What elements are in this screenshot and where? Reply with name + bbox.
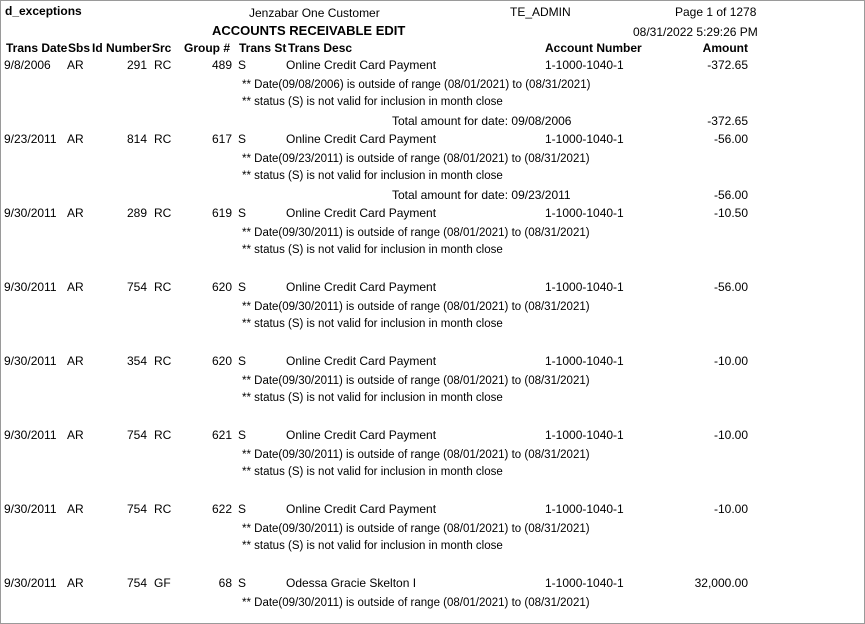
col-trans-desc: Trans Desc — [288, 41, 353, 55]
group-number: 489 — [211, 58, 232, 72]
src-code: RC — [154, 354, 172, 368]
exception-message: ** Date(09/30/2011) is outside of range (08/01/2021) to (08/31/2021) — [242, 449, 590, 461]
trans-status: S — [238, 132, 247, 146]
trans-date: 9/30/2011 — [4, 280, 57, 294]
exception-message: ** status (S) is not valid for inclusion in month close — [242, 466, 503, 478]
col-trans-st: Trans St — [239, 41, 287, 55]
trans-status: S — [238, 354, 247, 368]
date-total-amount: -372.65 — [707, 114, 748, 128]
account-number: 1-1000-1040-1 — [545, 280, 624, 294]
trans-status: S — [238, 502, 247, 516]
sbs-code: AR — [67, 502, 84, 516]
id-number: 754 — [126, 280, 147, 294]
col-src: Src — [152, 41, 172, 55]
exception-message: ** Date(09/30/2011) is outside of range (08/01/2021) to (08/31/2021) — [242, 375, 590, 387]
group-number: 68 — [218, 576, 232, 590]
trans-status: S — [238, 428, 247, 442]
group-number: 620 — [211, 280, 232, 294]
group-number: 621 — [211, 428, 232, 442]
group-number: 617 — [211, 132, 232, 146]
col-amount: Amount — [702, 41, 748, 55]
exception-message: ** Date(09/30/2011) is outside of range (08/01/2021) to (08/31/2021) — [242, 301, 590, 313]
trans-date: 9/30/2011 — [4, 354, 57, 368]
exception-message: ** Date(09/30/2011) is outside of range (08/01/2021) to (08/31/2021) — [242, 523, 590, 535]
amount: -56.00 — [713, 132, 748, 146]
sbs-code: AR — [67, 576, 84, 590]
date-total-label: Total amount for date: 09/08/2006 — [392, 114, 572, 128]
report-title: ACCOUNTS RECEIVABLE EDIT — [212, 23, 406, 38]
account-number: 1-1000-1040-1 — [545, 576, 624, 590]
trans-desc: Online Credit Card Payment — [286, 428, 437, 442]
account-number: 1-1000-1040-1 — [545, 354, 624, 368]
trans-desc: Online Credit Card Payment — [286, 354, 437, 368]
exception-message: ** status (S) is not valid for inclusion in month close — [242, 244, 503, 256]
trans-status: S — [238, 576, 247, 590]
exception-message: ** status (S) is not valid for inclusion in month close — [242, 96, 503, 108]
trans-date: 9/30/2011 — [4, 206, 57, 220]
account-number: 1-1000-1040-1 — [545, 502, 624, 516]
amount: -10.00 — [713, 502, 748, 516]
trans-date: 9/23/2011 — [4, 132, 57, 146]
exception-message: ** Date(09/23/2011) is outside of range (08/01/2021) to (08/31/2021) — [242, 153, 590, 165]
trans-status: S — [238, 280, 247, 294]
trans-status: S — [238, 206, 247, 220]
sbs-code: AR — [67, 280, 84, 294]
col-sbs: Sbs — [68, 41, 91, 55]
id-number: 354 — [126, 354, 147, 368]
group-number: 619 — [211, 206, 232, 220]
exception-message: ** status (S) is not valid for inclusion in month close — [242, 540, 503, 552]
src-code: GF — [154, 576, 171, 590]
trans-desc: Online Credit Card Payment — [286, 58, 437, 72]
sbs-code: AR — [67, 354, 84, 368]
table-row — [1, 576, 864, 624]
exception-message: ** Date(09/30/2011) is outside of range (08/01/2021) to (08/31/2021) — [242, 597, 590, 609]
account-number: 1-1000-1040-1 — [545, 206, 624, 220]
page-indicator: Page 1 of 1278 — [675, 5, 757, 19]
account-number: 1-1000-1040-1 — [545, 58, 624, 72]
date-total-amount: -56.00 — [713, 188, 748, 202]
id-number: 754 — [126, 576, 147, 590]
src-code: RC — [154, 132, 172, 146]
amount: -10.50 — [713, 206, 748, 220]
col-group: Group # — [184, 41, 231, 55]
src-code: RC — [154, 206, 172, 220]
src-code: RC — [154, 428, 172, 442]
amount: -10.00 — [713, 428, 748, 442]
user-name: TE_ADMIN — [510, 5, 571, 19]
account-number: 1-1000-1040-1 — [545, 132, 624, 146]
amount: -10.00 — [713, 354, 748, 368]
exception-message: ** status (S) is not valid for inclusion in month close — [242, 170, 503, 182]
amount: 32,000.00 — [694, 576, 748, 590]
window-name: d_exceptions — [5, 4, 82, 18]
exception-message: ** Date(09/08/2006) is outside of range (08/01/2021) to (08/31/2021) — [242, 79, 591, 91]
id-number: 754 — [126, 428, 147, 442]
trans-date: 9/30/2011 — [4, 576, 57, 590]
table-row — [1, 280, 864, 354]
table-row — [1, 354, 864, 428]
sbs-code: AR — [67, 132, 84, 146]
trans-date: 9/30/2011 — [4, 502, 57, 516]
trans-desc: Odessa Gracie Skelton I — [286, 576, 417, 590]
table-row — [1, 502, 864, 576]
id-number: 754 — [126, 502, 147, 516]
group-number: 622 — [211, 502, 232, 516]
report-datetime: 08/31/2022 5:29:26 PM — [633, 25, 758, 39]
table-row — [1, 428, 864, 502]
exception-message: ** status (S) is not valid for inclusion in month close — [242, 318, 503, 330]
src-code: RC — [154, 502, 172, 516]
trans-desc: Online Credit Card Payment — [286, 206, 437, 220]
date-total-label: Total amount for date: 09/23/2011 — [392, 188, 571, 202]
col-account-number: Account Number — [545, 41, 642, 55]
exception-message: ** Date(09/30/2011) is outside of range (08/01/2021) to (08/31/2021) — [242, 227, 590, 239]
trans-desc: Online Credit Card Payment — [286, 280, 437, 294]
trans-date: 9/8/2006 — [4, 58, 51, 72]
trans-date: 9/30/2011 — [4, 428, 57, 442]
amount: -372.65 — [707, 58, 748, 72]
id-number: 291 — [126, 58, 147, 72]
trans-desc: Online Credit Card Payment — [286, 132, 437, 146]
organization-name: Jenzabar One Customer — [249, 6, 380, 20]
table-row — [1, 132, 864, 206]
src-code: RC — [154, 58, 172, 72]
id-number: 814 — [126, 132, 147, 146]
col-id-number: Id Number — [92, 41, 152, 55]
src-code: RC — [154, 280, 172, 294]
sbs-code: AR — [67, 58, 84, 72]
sbs-code: AR — [67, 428, 84, 442]
id-number: 289 — [126, 206, 147, 220]
exception-message: ** status (S) is not valid for inclusion in month close — [242, 392, 503, 404]
group-number: 620 — [211, 354, 232, 368]
table-row — [1, 206, 864, 280]
table-row — [1, 58, 864, 132]
col-trans-date: Trans Date — [6, 41, 68, 55]
trans-desc: Online Credit Card Payment — [286, 502, 437, 516]
trans-status: S — [238, 58, 247, 72]
sbs-code: AR — [67, 206, 84, 220]
amount: -56.00 — [713, 280, 748, 294]
account-number: 1-1000-1040-1 — [545, 428, 624, 442]
